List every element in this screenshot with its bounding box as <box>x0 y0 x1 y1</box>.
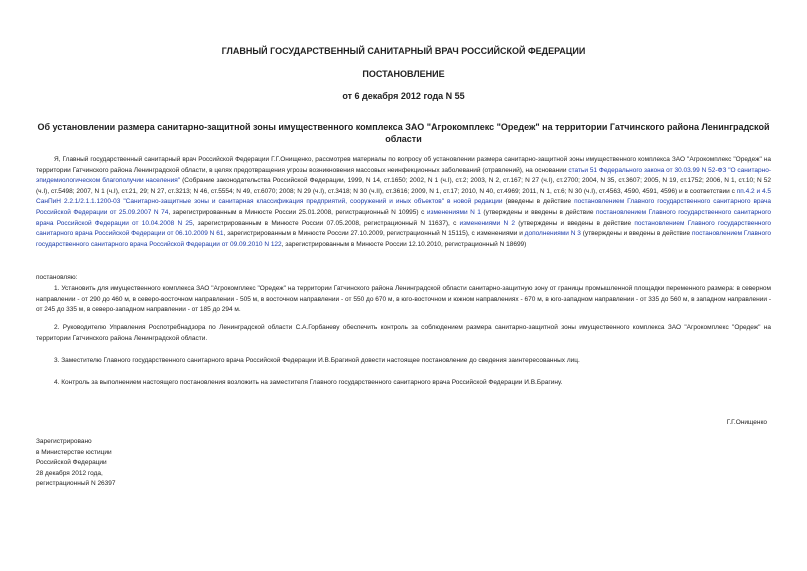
registration-line: в Министерстве юстиции <box>36 448 112 456</box>
sanpin-link[interactable]: пп.4.2 и 4.5 СанПиН 2.2.1/2.1.1.1200-03 "Санитарно-защитные зоны и санитарная классификация предприятий, сооружений и иных объектов" в новой редакции <box>36 187 771 206</box>
registration-line: Зарегистрировано <box>36 438 92 445</box>
law-link[interactable]: статьи 51 Федерального закона от 30.03.99 N 52-ФЗ "О санитарно-эпидемиологическом благополучии населения" <box>36 166 772 185</box>
resolution-61-link[interactable]: постановлением Главного государственного санитарного врача Российской Федерации от 06.10.2009 N 61 <box>36 219 771 238</box>
document-date-number: от 6 декабря 2012 года N 55 <box>342 91 465 101</box>
preamble-paragraph: Я, Главный государственный санитарный врач Российской Федерации Г.Г.Онищенко, рассмотрев материалы по вопросу об установлении размера санитарно-защитной зоны имущественного комплекса ЗАО "Агрокомплекс "Оредеж" на территории Гатчинского района Ленинградской области, в целях предотвращения угрозы возникновения массовых неинфекционных заболеваний (отравлений), на основании статьи 51 Федерального закона от 30.03.99 N 52-ФЗ "О санитарно-эпидемиологическом благополучии населения" (Собрание законодательства Российской Федерации, 1999, N 14, ст.1650; 2002, N 1 (ч.I), ст.2; 2003, N 2, ст.167; N 27 (ч.I), ст.2700; 2004, N 35, ст.3607; 2005, N 19, ст.1752; 2006, N 1, ст.10; N 52 (ч.I), ст.5498; 2007, N 1 (ч.I), ст.21, 29; N 27, ст.3213; N 46, ст.5554; N 49, ст.6070; 2008; N 29 (ч.I), ст.3418; N 30 (ч.II), ст.3616; 2009, N 1, ст.17; 2010, N 40, ст.4969; 2011, N 1, ст.6; N 30 (ч.I), ст.4563, 4590, 4591, 4596) и в соответствии с пп.4.2 и 4.5 СанПиН 2.2.1/2.1.1.1200-03 "Санитарно-защитные зоны и санитарная классификация предприятий, сооружений и иных объектов" в новой редакции (введены в действие постановлением Главного государственного санитарного врача Российской Федерации от 25.09.2007 N 74, зарегистрированным в Минюсте России 25.01.2008, регистрационный N 10995) с изменениями N 1 (утверждены и введены в действие постановлением Главного государственного санитарного врача Российской Федерации от 10.04.2008 N 25, зарегистрированным в Минюсте России 07.05.2008, регистрационный N 11637), с изменениями N 2 (утверждены и введены в действие постановлением Главного государственного санитарного врача Российской Федерации от 06.10.2009 N 61, зарегистрированным в Минюсте России 27.10.2009, регистрационный N 15115), с изменениями и дополнениями N 3 (утверждены и введены в действие постановлением Главного государственного санитарного врача Российской Федерации от 09.09.2010 N 122, зарегистрированным в Минюсте России 12.10.2010, регистрационный N 18699) <box>36 156 772 248</box>
registration-line: Российской Федерации <box>36 459 107 467</box>
registration-block <box>36 437 116 490</box>
resolution-74-link[interactable]: постановлением Главного государственного санитарного врача Российской Федерации от 25.09.2007 N 74 <box>36 198 772 216</box>
resolution-25-link[interactable]: постановлением Главного государственного санитарного врача Российской Федерации от 10.04.2008 N 25 <box>36 208 771 227</box>
item-1: 1. Установить для имущественного комплекса ЗАО "Агрокомплекс "Оредеж" на территории Гатчинского района Ленинградской области санитарно-защитную зону от границы промышленной площадки переменного размера: в северном направлении - от 290 до 460 м, в северо-восточном направлении - 505 м, в восточном направлении - от 550 до 670 м, в юго-восточном и южном направлениях - 670 м, в юго-западном направлении - от 335 до 560 м, в западном направлении - от 245 до 335 м, в северо-западном направлении - от 185 до 294 м. <box>36 285 771 314</box>
signature: Г.Г.Онищенко <box>726 419 767 426</box>
item-2: 2. Руководителю Управления Роспотребнадзора по Ленинградской области С.А.Горбаневу обеспечить контроль за соблюдением размера санитарно-защитной зоны имущественного комплекса ЗАО "Агрокомплекс "Оредеж" на территории Гатчинского района Ленинградской области. <box>36 324 771 342</box>
issuing-authority: ГЛАВНЫЙ ГОСУДАРСТВЕННЫЙ САНИТАРНЫЙ ВРАЧ РОССИЙСКОЙ ФЕДЕРАЦИИ <box>221 46 586 56</box>
item-4: 4. Контроль за выполнением настоящего постановления возложить на заместителя Главного государственного санитарного врача Российской Федерации И.В.Брагину. <box>54 379 563 386</box>
document-type: ПОСТАНОВЛЕНИЕ <box>362 69 445 79</box>
registration-line: регистрационный N 26397 <box>36 480 116 488</box>
resolve-label: постановляю: <box>36 274 78 281</box>
resolution-122-link[interactable]: постановлением Главного государственного санитарного врача Российской Федерации от 09.09.2010 N 122 <box>36 230 771 248</box>
additions-3-link[interactable]: дополнениями N 3 <box>524 230 581 238</box>
registration-line: 28 декабря 2012 года, <box>36 469 103 477</box>
item-3: 3. Заместителю Главного государственного санитарного врача Российской Федерации И.В.Брагиной довести настоящее постановление до сведения заинтересованных лиц. <box>54 357 580 364</box>
changes-2-link[interactable]: изменениями N 2 <box>459 219 516 227</box>
document-title: Об установлении размера санитарно-защитной зоны имущественного комплекса ЗАО "Агрокомплекс "Оредеж" на территории Гатчинского района Ленинградской области <box>37 122 770 144</box>
changes-1-link[interactable]: изменениями N 1 <box>426 208 481 216</box>
